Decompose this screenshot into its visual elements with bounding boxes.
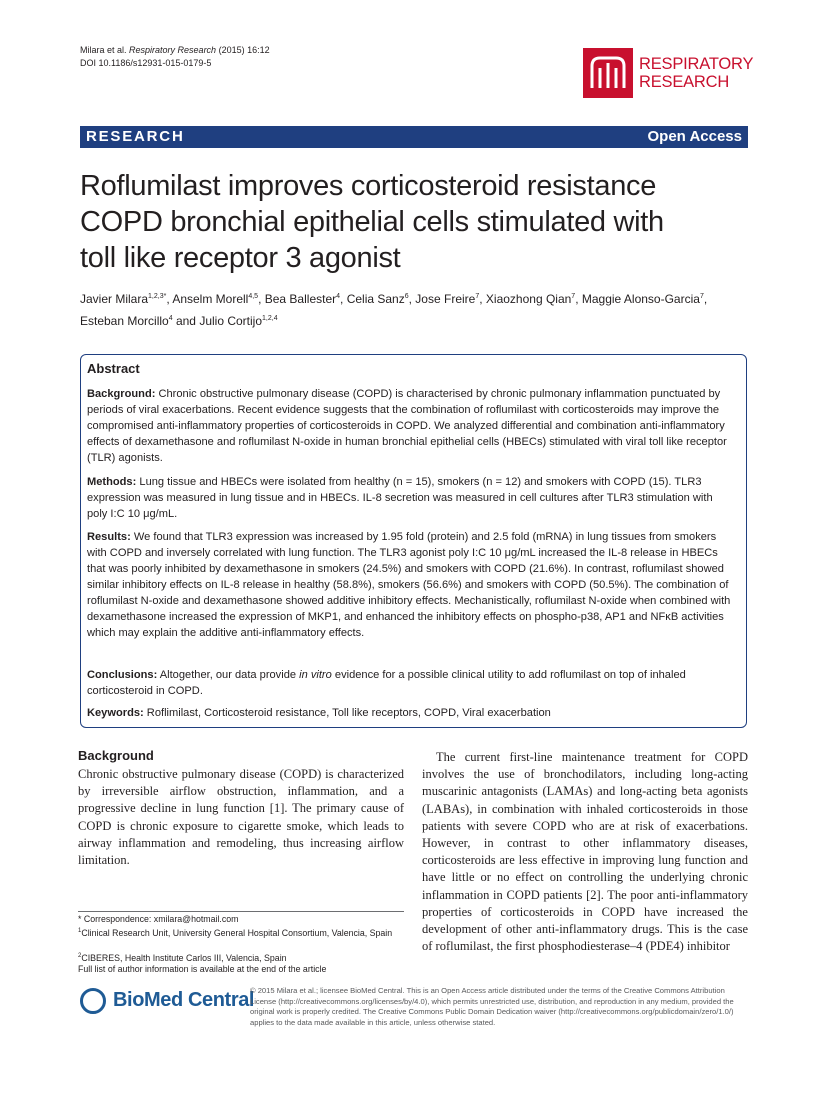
affiliation-sup: 6 [404,293,409,300]
section-heading: Background [78,748,154,763]
author-name[interactable]: , Anselm Morell [166,292,249,306]
journal-logo-line1: RESPIRATORY [639,55,754,73]
section-text: Lung tissue and HBECs were isolated from healthy (n = 15), smokers (n = 12) and smokers with COPD (15). TLR3 expression was measured in lung tissue and in HBECs. IL-8 secretion was measured in cell cultures after TLR3 stimulation with poly I:C 10 μg/mL. [87,476,713,520]
author-list [80,287,748,331]
affiliation-sup: 7 [699,293,704,300]
section-text: evidence for a possible clinical utility to add roflumilast on top of inhaled corticosteroid in COPD. [87,669,686,697]
author-info-note: Full list of author information is available at the end of the article [78,964,327,974]
author-name[interactable]: , Esteban Morcillo [80,292,708,328]
journal-logo-text [639,55,753,91]
affiliation-sup: 2 [78,953,82,959]
author-name[interactable]: and Julio Cortijo [172,314,263,328]
title-line: toll like receptor 3 agonist [80,242,401,274]
affiliation-sup: 4,5 [248,293,259,300]
open-access-label: Open Access [647,128,742,145]
citation-header [80,44,270,70]
journal-logo-mark [583,48,633,98]
citation-journal: Respiratory Research [129,45,217,55]
title-line: COPD bronchial epithelial cells stimulated with [80,206,664,238]
affiliation-sup: 7 [571,293,576,300]
citation-volume: (2015) 16:12 [216,45,270,55]
section-label: Methods: [87,476,137,488]
footnote-divider [78,911,404,912]
abstract-heading: Abstract [87,361,140,376]
affiliation-text: CIBERES, Health Institute Carlos III, Valencia, Spain [81,952,287,963]
affiliation-1 [78,925,404,939]
section-text: We found that TLR3 expression was increased by 1.95 fold (protein) and 2.5 fold (mRNA) in lung tissues from smokers with COPD and inversely correlated with lung function. The TLR3 agonist poly I:C 10 μg/mL increased the IL-8 release in HBECs that was poorly inhibited by dexamethasone in smokers (24.5%) and smokers with COPD (21.6%). In contrast, roflumilast showed similar inhibitory effects on IL-8 release in healthy (58.8%), smokers (56.6%) and smokers with COPD (50.5%). The combination of roflumilast N-oxide and dexamethasone showed additive inhibitory effects. Mechanistically, roflumilast N-oxide when combined with dexamethasone increased the expression of MKP1, and enhanced the inhibitory effects on phospho-p38, AP1 and NFκB activities which may explain the additive anti-inflammatory effects. [87,531,731,639]
publisher-logo [80,985,255,1021]
affiliation-sup: 1,2,4 [262,315,278,322]
author-name[interactable]: , Xiaozhong Qian [479,292,572,306]
section-label: Background: [87,388,156,400]
section-text-italic: in vitro [299,669,332,681]
affiliation-sup: 7 [475,293,480,300]
section-label: Results: [87,531,131,543]
body-column-left: Chronic obstructive pulmonary disease (COPD) is characterized by irreversible airflow obstruction, inflammation, and a progressive decline in lung function [1]. The primary cause of COPD is chronic exposure to cigarette smoke, which leads to airway inflammation and remodeling, thus increasing airflow limitation. [78,767,404,868]
abstract-results [87,529,735,641]
correspondence-note: * Correspondence: xmilara@hotmail.com [78,914,239,924]
article-title [80,168,748,276]
affiliation-text: Clinical Research Unit, University General Hospital Consortium, Valencia, Spain [81,927,393,938]
journal-logo [583,48,754,98]
author-name[interactable]: , Jose Freire [408,292,476,306]
author-name[interactable]: Javier Milara [80,292,149,306]
author-name[interactable]: , Celia Sanz [340,292,405,306]
author-name[interactable]: , Maggie Alonso-Garcia [575,292,700,306]
publisher-name: BioMed Central [113,989,255,1011]
abstract-background [87,386,735,466]
citation-authors: Milara et al. [80,45,130,55]
abstract-methods [87,474,735,522]
title-line: Roflumilast improves corticosteroid resistance [80,170,657,202]
section-text: Chronic obstructive pulmonary disease (COPD) is characterised by chronic pulmonary inflammation punctuated by periods of viral exacerbations. Recent evidence suggests that the combination of roflumilast with corticosteroids may improve the compromised anti-inflammatory properties of corticosteroids in COPD. We analyzed differential and combination anti-inflammatory effects of dexamethasone and roflumilast N-oxide in human bronchial epithelial cells (HBECs) stimulated with viral toll like receptor (TLR) agonists. [87,388,727,464]
journal-logo-line2: RESEARCH [639,73,730,91]
section-label: Conclusions: [87,669,158,681]
publisher-logo-mark [80,988,106,1014]
section-text: Roflimilast, Corticosteroid resistance, Toll like receptors, COPD, Viral exacerbation [143,707,551,719]
article-type-label: RESEARCH [86,128,185,145]
body-column-right: The current first-line maintenance treatment for COPD involves the use of bronchodilators, including long-acting muscarinic antagonists (LAMAs) and long-acting beta agonists (LABAs), in combination with inhaled corticosteroids in those patients with severe COPD who are at risk of exacerbations. However, in contrast to other inflammatory diseases, corticosteroids are less effective in improving lung function and have little or no effect on controlling the underlying chronic inflammation in COPD patients [2]. The poor anti-inflammatory properties of corticosteroids in COPD have increased the development of other anti-inflammatory drugs. This is the case of roflumilast, the first phosphodiesterase–4 (PDE4) inhibitor [422,750,748,954]
doi: DOI 10.1186/s12931-015-0179-5 [80,58,212,68]
section-text: Altogether, our data provide [157,669,300,681]
license-text: © 2015 Milara et al.; licensee BioMed Central. This is an Open Access article distributed under the terms of the Creative Commons Attribution License (http://creativecommons.org/licenses/by/4.0), which permits unrestricted use, distribution, and reproduction in any medium, provided the original work is properly credited. The Creative Commons Public Domain Dedication waiver (http://creativecommons.org/publicdomain/zero/1.0/) applies to the data made available in this article, unless otherwise stated. [250,986,734,1027]
abstract-conclusions [87,667,735,699]
author-name[interactable]: , Bea Ballester [258,292,337,306]
affiliation-sup: 4 [336,293,341,300]
section-label: Keywords: [87,707,144,719]
affiliation-sup: 4 [168,315,173,322]
affiliation-sup: 1 [78,928,82,934]
article-type-bar [80,126,748,148]
abstract-keywords [87,705,735,721]
affiliation-sup: 1,2,3* [148,293,167,300]
